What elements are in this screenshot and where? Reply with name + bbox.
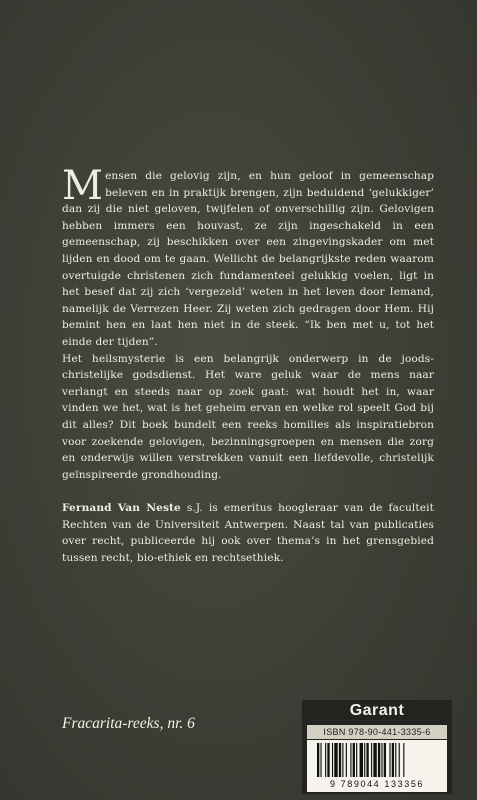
barcode-digits: 9 789044 133356 — [329, 779, 425, 789]
barcode — [307, 740, 447, 792]
author-name: Fernand Van Neste — [62, 502, 181, 515]
publisher-block — [302, 700, 452, 794]
blurb-paragraph-1-text: ensen die gelovig zijn, en hun geloof in gemeenschap beleven en in praktijk brengen, zijn beduidend ‘gelukkiger’ dan zij die niet geloven, twijfelen of onverschillig zijn. Gelovigen hebben immers een houvast, ze zijn ingeschakeld in een gemeenschap, zij beschikken over een zingevingskader om met lijden en dood om te gaan. Wellicht de belangrijkste reden waarom overtuigde christenen zich fundamenteel gelukkig voelen, ligt in het besef dat zij zich ‘vergezeld’ weten in het leven door Iemand, namelijk de Verrezen Heer. Zij weten zich gedragen door Hem. Hij bemint hen en laat hen niet in de steek. “Ik ben met u, tot het einde der tijden”. — [62, 170, 434, 348]
author-bio — [62, 500, 434, 566]
drop-cap: M — [62, 163, 104, 209]
isbn-label: ISBN 978-90-441-3335-6 — [307, 725, 447, 739]
blurb-paragraph-1 — [62, 163, 434, 351]
barcode-icon — [317, 743, 437, 779]
blurb-paragraph-2: Het heilsmysterie is een belangrijk onderwerp in de joods-christelijke godsdienst. Het ware geluk waar de mens naar verlangt en steeds naar op zoek gaat: wat houdt het in, waar vinden we het, wat is het geheim ervan en welke rol speelt God bij dit alles? Dit boek bundelt een reeks homilies als inspiratiebron voor zoekende gelovigen, bezinningsgroepen en mensen die zorg en onderwijs willen verstrekken vanuit een liefdevolle, christelijk geïnspireerde grondhouding. — [62, 352, 434, 481]
author-bio-text: s.J. is emeritus hoogleraar van de faculteit Rechten van de Universiteit Antwerpen. Naast tal van publicaties over recht, publiceerde hij ook over thema’s in het grensgebied tussen recht, bio-ethiek en rechtsethiek. — [62, 502, 434, 565]
publisher-logo: Garant — [349, 702, 405, 719]
series-label: Fracarita-reeks, nr. 6 — [62, 715, 195, 732]
blurb — [62, 163, 434, 567]
